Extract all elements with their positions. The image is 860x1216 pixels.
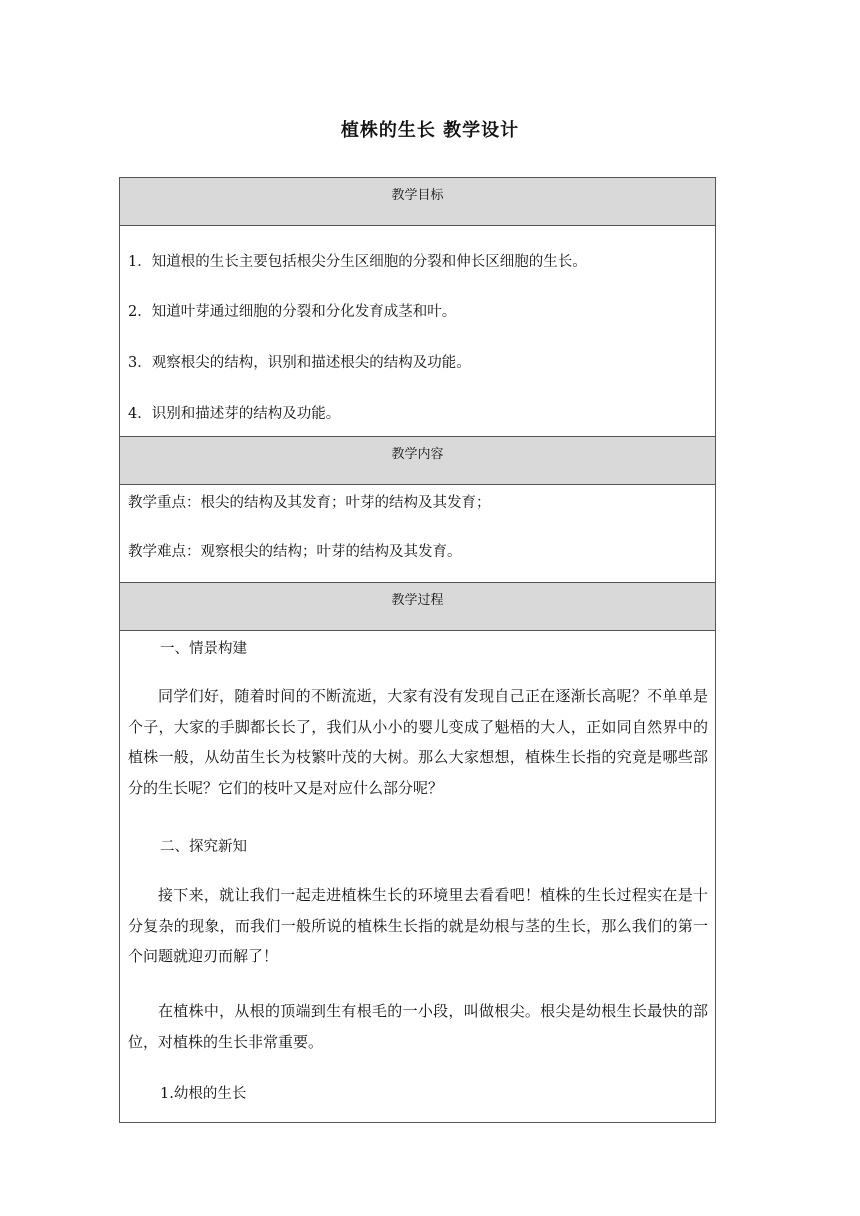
goal-item-1: 1．知道根的生长主要包括根尖分生区细胞的分裂和伸长区细胞的生长。 — [128, 254, 587, 270]
process-part2-heading: 二、探究新知 — [160, 839, 247, 855]
process-part2-text2: 在植株中，从根的顶端到生有根毛的一小段，叫做根尖。根尖是幼根生长最快的部位，对植株的生长非常重要。 — [128, 1002, 708, 1051]
process-part1-heading: 一、情景构建 — [160, 641, 247, 657]
goal-item-4: 4．识别和描述芽的结构及功能。 — [128, 406, 341, 422]
goal-item-3: 3．观察根尖的结构，识别和描述根尖的结构及功能。 — [128, 355, 471, 371]
goal-item-2: 2．知道叶芽通过细胞的分裂和分化发育成茎和叶。 — [128, 304, 457, 320]
lesson-plan-table — [119, 177, 716, 1123]
process-part1-text: 同学们好，随着时间的不断流逝，大家有没有发现自己正在逐渐长高呢？不单单是个子，大家的手脚都长长了，我们从小小的婴儿变成了魁梧的大人，正如同自然界中的植株一般，从幼苗生长为枝繁叶茂的大树。那么大家想想，植株生长指的究竟是哪些部分的生长呢？它们的枝叶又是对应什么部分呢？ — [128, 687, 708, 797]
difficult-points: 教学难点：观察根尖的结构；叶芽的结构及其发育。 — [128, 544, 462, 560]
document-title: 植株的生长 教学设计 — [340, 120, 520, 141]
process-part2-text1: 接下来，就让我们一起走进植株生长的环境里去看看吧！植株的生长过程实在是十分复杂的现象，而我们一般所说的植株生长指的就是幼根与茎的生长，那么我们的第一个问题就迎刃而解了！ — [128, 886, 708, 965]
process-header: 教学过程 — [120, 583, 715, 631]
goals-header: 教学目标 — [120, 178, 715, 226]
process-sub1-heading: 1.幼根的生长 — [160, 1086, 247, 1102]
content-header: 教学内容 — [120, 437, 715, 485]
key-points: 教学重点：根尖的结构及其发育；叶芽的结构及其发育； — [128, 495, 491, 511]
